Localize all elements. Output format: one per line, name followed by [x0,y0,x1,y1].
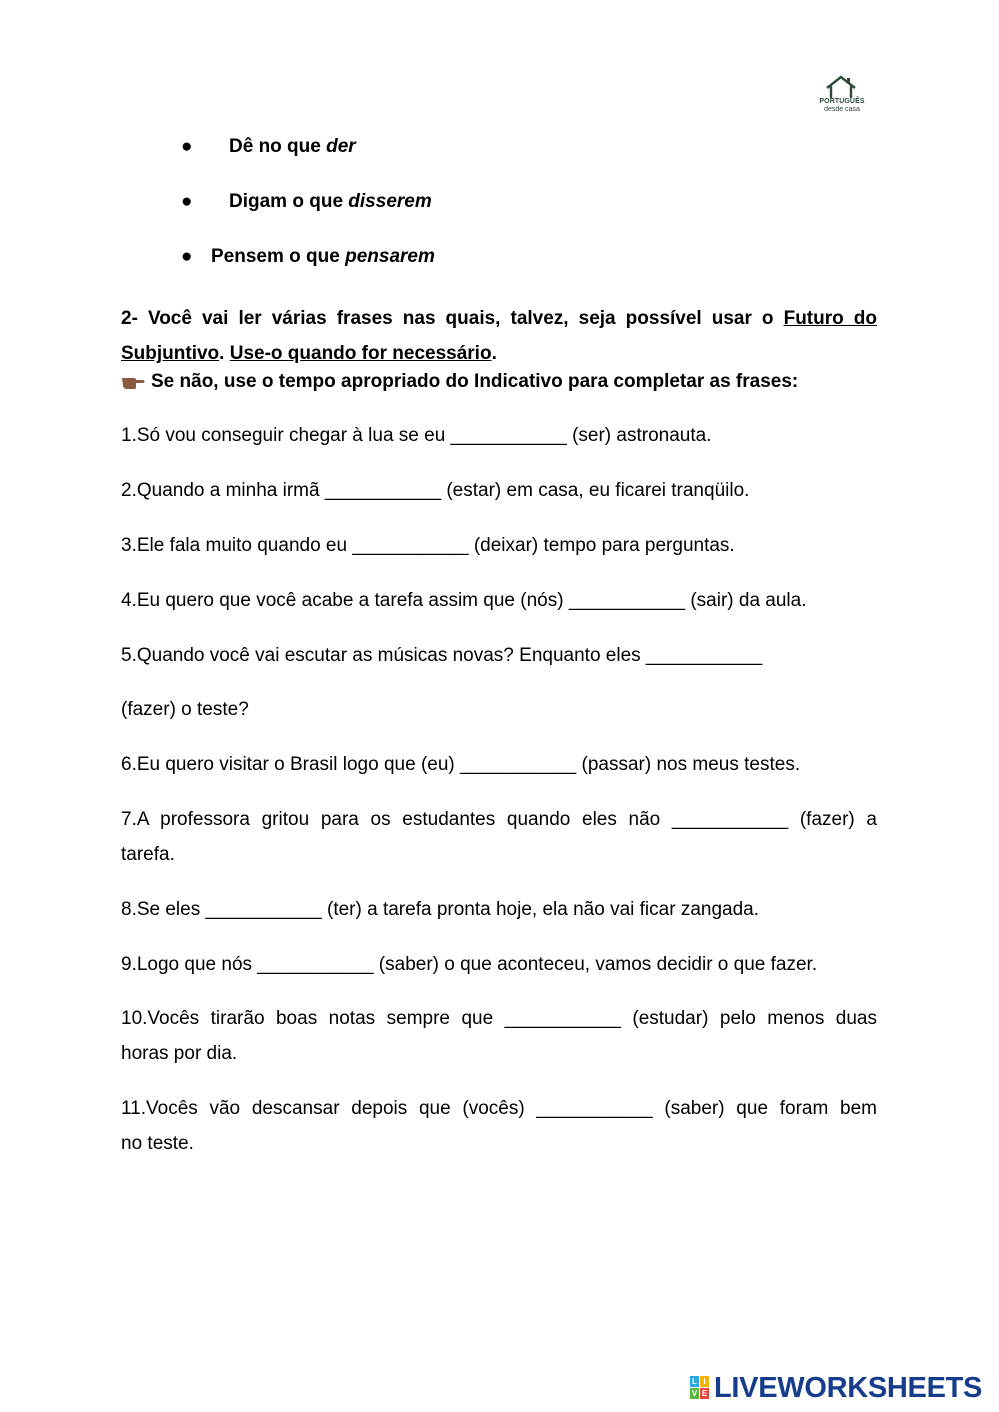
pointing-hand-icon [121,372,145,390]
logo-line-2: desde casa [824,106,860,113]
sentence-11-line-2: no teste. [121,1133,194,1154]
sentence-2: 2.Quando a minha irmã ___________ (estar) em casa, eu ficarei tranqüilo. [121,480,750,501]
instruction-paragraph [121,301,877,371]
sentence-6: 6.Eu quero visitar o Brasil logo que (eu) ___________ (passar) nos meus testes. [121,754,801,775]
bullet-dot: ● [181,136,193,157]
liveworksheets-logo [690,1372,990,1404]
sentence-8: 8.Se eles ___________ (ter) a tarefa pronta hoje, ela não vai ficar zangada. [121,899,759,920]
portugues-desde-casa-logo [816,74,868,116]
bullet-italic: disserem [348,191,432,212]
sentence-7-line-1: 7.A professora gritou para os estudantes quando eles não ___________ (fazer) a [121,809,877,830]
instruction-part1: 2- Você vai ler várias frases nas quais, talvez, seja possível usar o [121,308,784,329]
sentence-1: 1.Só vou conseguir chegar à lua se eu ___________ (ser) astronauta. [121,425,712,446]
sentence-4: 4.Eu quero que você acabe a tarefa assim que (nós) ___________ (sair) da aula. [121,590,807,611]
instruction-line-3-text: Se não, use o tempo apropriado do Indicativo para completar as frases: [151,371,799,392]
instruction-end: . [491,343,497,364]
bullet-text: Dê no que [229,136,327,157]
liveworksheets-grid-icon [690,1376,710,1400]
grid-letter-i: I [700,1376,709,1387]
instruction-link-futuro: Futuro do Subjuntivo [121,308,877,364]
bullet-item [229,136,356,158]
grid-letter-e: E [701,1389,708,1398]
sentence-3: 3.Ele fala muito quando eu ___________ (deixar) tempo para perguntas. [121,535,735,556]
sentence-5-line-1: 5.Quando você vai escutar as músicas novas? Enquanto eles ___________ [121,645,763,666]
bullet-dot: ● [181,191,193,212]
sentence-11-line-1: 11.Vocês vão descansar depois que (vocês) ___________ (saber) que foram bem [121,1098,877,1119]
liveworksheets-wordmark: LIVEWORKSHEETS [714,1372,983,1404]
logo-line-1: PORTUGUÊS [819,98,865,105]
instruction-sep: . [219,343,230,364]
sentence-5-line-2: (fazer) o teste? [121,699,249,720]
bullet-item [211,246,435,268]
instruction-line-3 [121,371,798,393]
grid-letter-v: V [691,1389,698,1398]
bullet-item [229,191,432,213]
sentence-10-line-2: horas por dia. [121,1043,238,1064]
bullet-italic: pensarem [345,246,435,267]
sentence-9: 9.Logo que nós ___________ (saber) o que aconteceu, vamos decidir o que fazer. [121,954,818,975]
bullet-dot: ● [181,246,193,267]
bullet-italic: der [326,136,356,157]
grid-letter-l: L [690,1376,699,1387]
instruction-link-use: Use-o quando for necessário [229,343,492,364]
house-icon [824,74,858,100]
sentence-7-line-2: tarefa. [121,844,175,865]
sentence-10-line-1: 10.Vocês tirarão boas notas sempre que ___________ (estudar) pelo menos duas [121,1008,877,1029]
bullet-text: Digam o que [229,191,349,212]
bullet-text: Pensem o que [211,246,346,267]
